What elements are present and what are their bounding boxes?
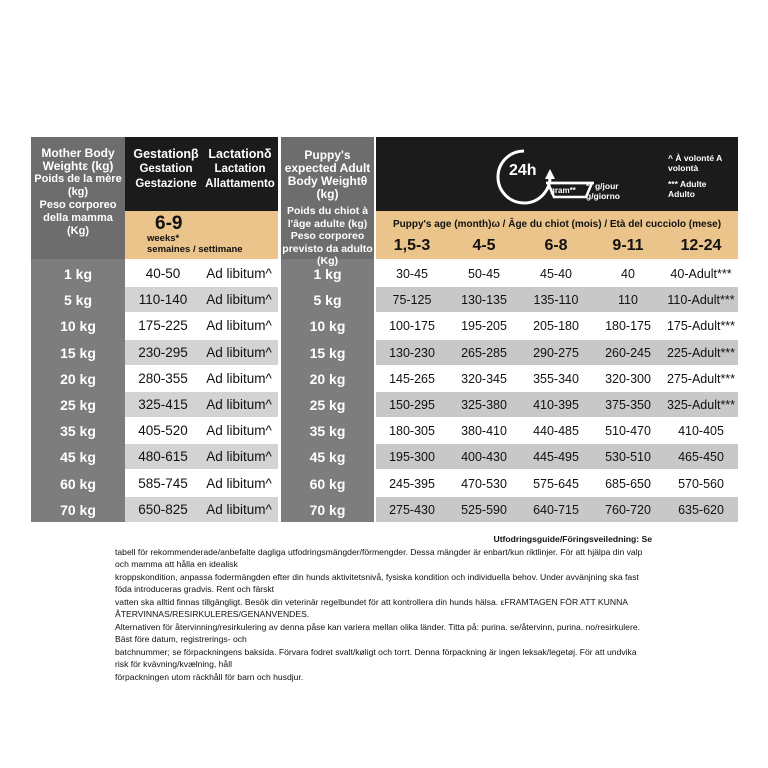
age-col-1: 4-5 (472, 237, 496, 254)
amount-cell: 320-300 (605, 372, 651, 386)
puppy-weight-cell: 5 kg (313, 292, 342, 308)
amount-cell: 150-295 (389, 398, 435, 412)
footer-heading: Utfodringsguide/Föringsveiledning: Se (493, 534, 652, 544)
gestation-it: Gestazione (135, 178, 197, 190)
gestation-cell: 480-615 (138, 449, 188, 464)
amount-cell: 40 (621, 267, 635, 281)
amount-cell: 410-395 (533, 398, 579, 412)
footer-line: batchnummer; se förpackningens baksida. Förvara fodret svalt/køligt och torrt. Denna förpackning är ingen leksak/legetøj. För att undvika risk för kvävning/kvælning, håll (115, 646, 637, 669)
amount-cell: 265-285 (461, 346, 507, 360)
amount-cell: 145-265 (389, 372, 435, 386)
amount-cell: 195-300 (389, 450, 435, 464)
amount-cell: 465-450 (678, 450, 724, 464)
mother-header-it: Peso corporeo della mamma (Kg) (39, 199, 117, 237)
amount-cell: 40-Adult*** (670, 267, 732, 281)
age-col-2: 6-8 (544, 237, 568, 254)
weeks-label-en: weeks* (147, 233, 180, 244)
amount-cell: 110-Adult*** (667, 293, 735, 307)
amount-cell: 760-720 (605, 503, 651, 517)
mother-weight-cell: 35 kg (60, 423, 96, 439)
lactation-cell: Ad libitum^ (206, 318, 272, 333)
ad-libitum-note: ^ À volonté A volontà (668, 153, 722, 173)
lactation-title: Lactationδ (208, 147, 272, 161)
puppy-header-it: Peso corporeo previsto da adulto (Kg) (282, 230, 373, 267)
amount-cell: 110 (618, 293, 638, 307)
gestation-cell: 175-225 (138, 318, 188, 333)
mother-header-en: Mother Body Weightε (kg) (41, 146, 115, 173)
age-col-3: 9-11 (612, 237, 644, 254)
amount-cell: 260-245 (605, 346, 651, 360)
mother-header-fr: Poids de la mère (kg) (34, 173, 122, 198)
amount-cell: 130-135 (461, 293, 507, 307)
amount-cell: 320-345 (461, 372, 507, 386)
amount-cell: 575-645 (533, 477, 579, 491)
amount-cell: 225-Adult*** (666, 346, 736, 360)
amount-cell: 510-470 (605, 424, 651, 438)
lactation-fr: Lactation (214, 163, 266, 175)
amount-cell: 325-Adult*** (666, 398, 736, 412)
gestation-cell: 280-355 (138, 371, 188, 386)
weeks-label (147, 233, 243, 255)
amount-cell: 325-380 (461, 398, 507, 412)
amount-cell: 445-495 (533, 450, 579, 464)
lactation-cell: Ad libitum^ (206, 476, 272, 491)
footer-line: vatten ska alltid finnas tillgängligt. Besök din veterinär regelbundet för att kontrollera din hunds hälsa. εFRAMTAGEN FÖR ATT KUNNA ÅTERVINNAS/RESIRKULERES/GENANVENDES. (115, 596, 628, 619)
footer-line: tabell för rekommenderade/anbefalte dagliga utfodringsmängder/förmengder. Dessa mängder är enbart/kun riktlinjer. För att hjälpa din valp och mamma att hålla en idealisk (115, 546, 643, 569)
gestation-cell: 405-520 (138, 423, 188, 438)
footer-line: kroppskondition, anpassa fodermängden efter din hunds aktivitetsnivå, fysiska kondition och individuella behov. Under avvänjning ska fast föda introduceras gradvis. Rent och färskt (115, 571, 639, 594)
puppy-header-en: Puppy's expected Adult Body Weightθ (kg) (284, 148, 371, 201)
amount-cell: 525-590 (461, 503, 507, 517)
mother-weight-cell: 1 kg (63, 266, 92, 282)
amount-cell: 245-395 (389, 477, 435, 491)
amount-cell: 640-715 (533, 503, 579, 517)
amount-cell: 135-110 (533, 293, 579, 307)
puppy-weight-cell: 20 kg (309, 371, 346, 387)
gestation-cell: 650-825 (138, 502, 188, 517)
adult-note: *** Adulte Adulto (668, 179, 707, 199)
amount-cell: 685-650 (605, 477, 651, 491)
weeks-label-sub: semaines / settimane (147, 244, 243, 255)
amount-cell: 100-175 (389, 319, 435, 333)
lactation-cell: Ad libitum^ (206, 292, 272, 307)
amount-cell: 635-620 (678, 503, 724, 517)
amount-cell: 195-205 (461, 319, 507, 333)
puppy-weight-cell: 60 kg (309, 476, 346, 492)
lactation-cell: Ad libitum^ (206, 423, 272, 438)
age-header-panel (376, 137, 738, 211)
puppy-weight-header (281, 137, 374, 267)
age-col-0: 1,5-3 (393, 237, 431, 254)
mother-weight-cell: 60 kg (60, 476, 96, 492)
puppy-weight-cell: 45 kg (309, 449, 346, 465)
amount-cell: 130-230 (389, 346, 435, 360)
weeks-header (125, 211, 278, 259)
amount-cell: 30-45 (396, 267, 428, 281)
footer-line: förpackningen utom räckhåll för barn och husdjur. (115, 671, 304, 682)
mother-weight-cell: 5 kg (63, 292, 92, 308)
lactation-cell: Ad libitum^ (206, 371, 272, 386)
amount-cell: 375-350 (605, 398, 651, 412)
age-header (376, 211, 738, 259)
amount-cell: 530-510 (605, 450, 651, 464)
puppy-weight-cell: 10 kg (309, 318, 346, 334)
amount-cell: 400-430 (461, 450, 507, 464)
amount-cell: 175-Adult*** (666, 319, 736, 333)
amount-cell: 275-430 (389, 503, 435, 517)
mother-weight-cell: 15 kg (60, 345, 96, 361)
puppy-weight-cell: 1 kg (313, 266, 342, 282)
feeding-guide-footer (115, 533, 652, 683)
puppy-weight-cell: 25 kg (309, 397, 346, 413)
amount-cell: 75-125 (392, 293, 432, 307)
puppy-weight-cell: 35 kg (309, 423, 346, 439)
lactation-cell: Ad libitum^ (206, 345, 272, 360)
puppy-weight-cell: 15 kg (309, 345, 346, 361)
gestation-title: Gestationβ (133, 147, 199, 161)
puppy-header-fr: Poids du chiot à l'âge adulte (kg) (286, 205, 369, 230)
mother-weight-cell: 20 kg (60, 371, 96, 387)
amount-cell: 205-180 (533, 319, 579, 333)
amount-cell: 440-485 (533, 424, 579, 438)
amount-cell: 380-410 (461, 424, 507, 438)
gestation-fr: Gestation (139, 163, 193, 175)
amount-cell: 410-405 (678, 424, 724, 438)
amount-cell: 570-560 (678, 477, 724, 491)
gram-label: gram** (550, 186, 576, 195)
mother-weight-cell: 10 kg (60, 318, 96, 334)
mother-weight-header (31, 137, 125, 259)
amount-cell: 290-275 (533, 346, 579, 360)
amount-cell: 470-530 (461, 477, 507, 491)
lactation-cell: Ad libitum^ (206, 502, 272, 517)
age-col-4: 12-24 (680, 237, 722, 254)
gestation-cell: 40-50 (145, 266, 181, 281)
lactation-cell: Ad libitum^ (206, 397, 272, 412)
amount-cell: 180-305 (389, 424, 435, 438)
puppy-weight-cell: 70 kg (309, 502, 346, 518)
lactation-cell: Ad libitum^ (206, 266, 272, 281)
lactation-it: Allattamento (205, 178, 275, 190)
amount-cell: 45-40 (540, 267, 572, 281)
mother-weight-cell: 25 kg (60, 397, 96, 413)
footer-line: Alternativen för återvinning/resirkulering av denna påse kan variera mellan olika länder. Titta på: purina. se/återvinn, purina. no/resirkulere. Bäst före datum, registrerings- och (115, 621, 640, 644)
lactation-cell: Ad libitum^ (206, 449, 272, 464)
gestation-header (129, 147, 203, 192)
mother-weight-cell: 45 kg (60, 449, 96, 465)
amount-cell: 355-340 (533, 372, 579, 386)
age-header-title: Puppy's age (month)ω / Âge du chiot (mois) / Età del cucciolo (mese) (392, 219, 722, 230)
weeks-range: 6-9 (155, 213, 183, 234)
lactation-header (203, 147, 277, 192)
amount-cell: 50-45 (468, 267, 500, 281)
gram-note: ** g/jour g/giorno (586, 181, 620, 201)
amount-cell: 180-175 (605, 319, 651, 333)
gestation-lactation-header (125, 137, 278, 211)
gestation-cell: 585-745 (138, 476, 188, 491)
mother-weight-cell: 70 kg (60, 502, 96, 518)
24h-badge: 24h (509, 162, 537, 179)
gestation-cell: 325-415 (138, 397, 188, 412)
gestation-cell: 110-140 (138, 292, 188, 307)
gestation-cell: 230-295 (138, 345, 188, 360)
amount-cell: 275-Adult*** (666, 372, 736, 386)
